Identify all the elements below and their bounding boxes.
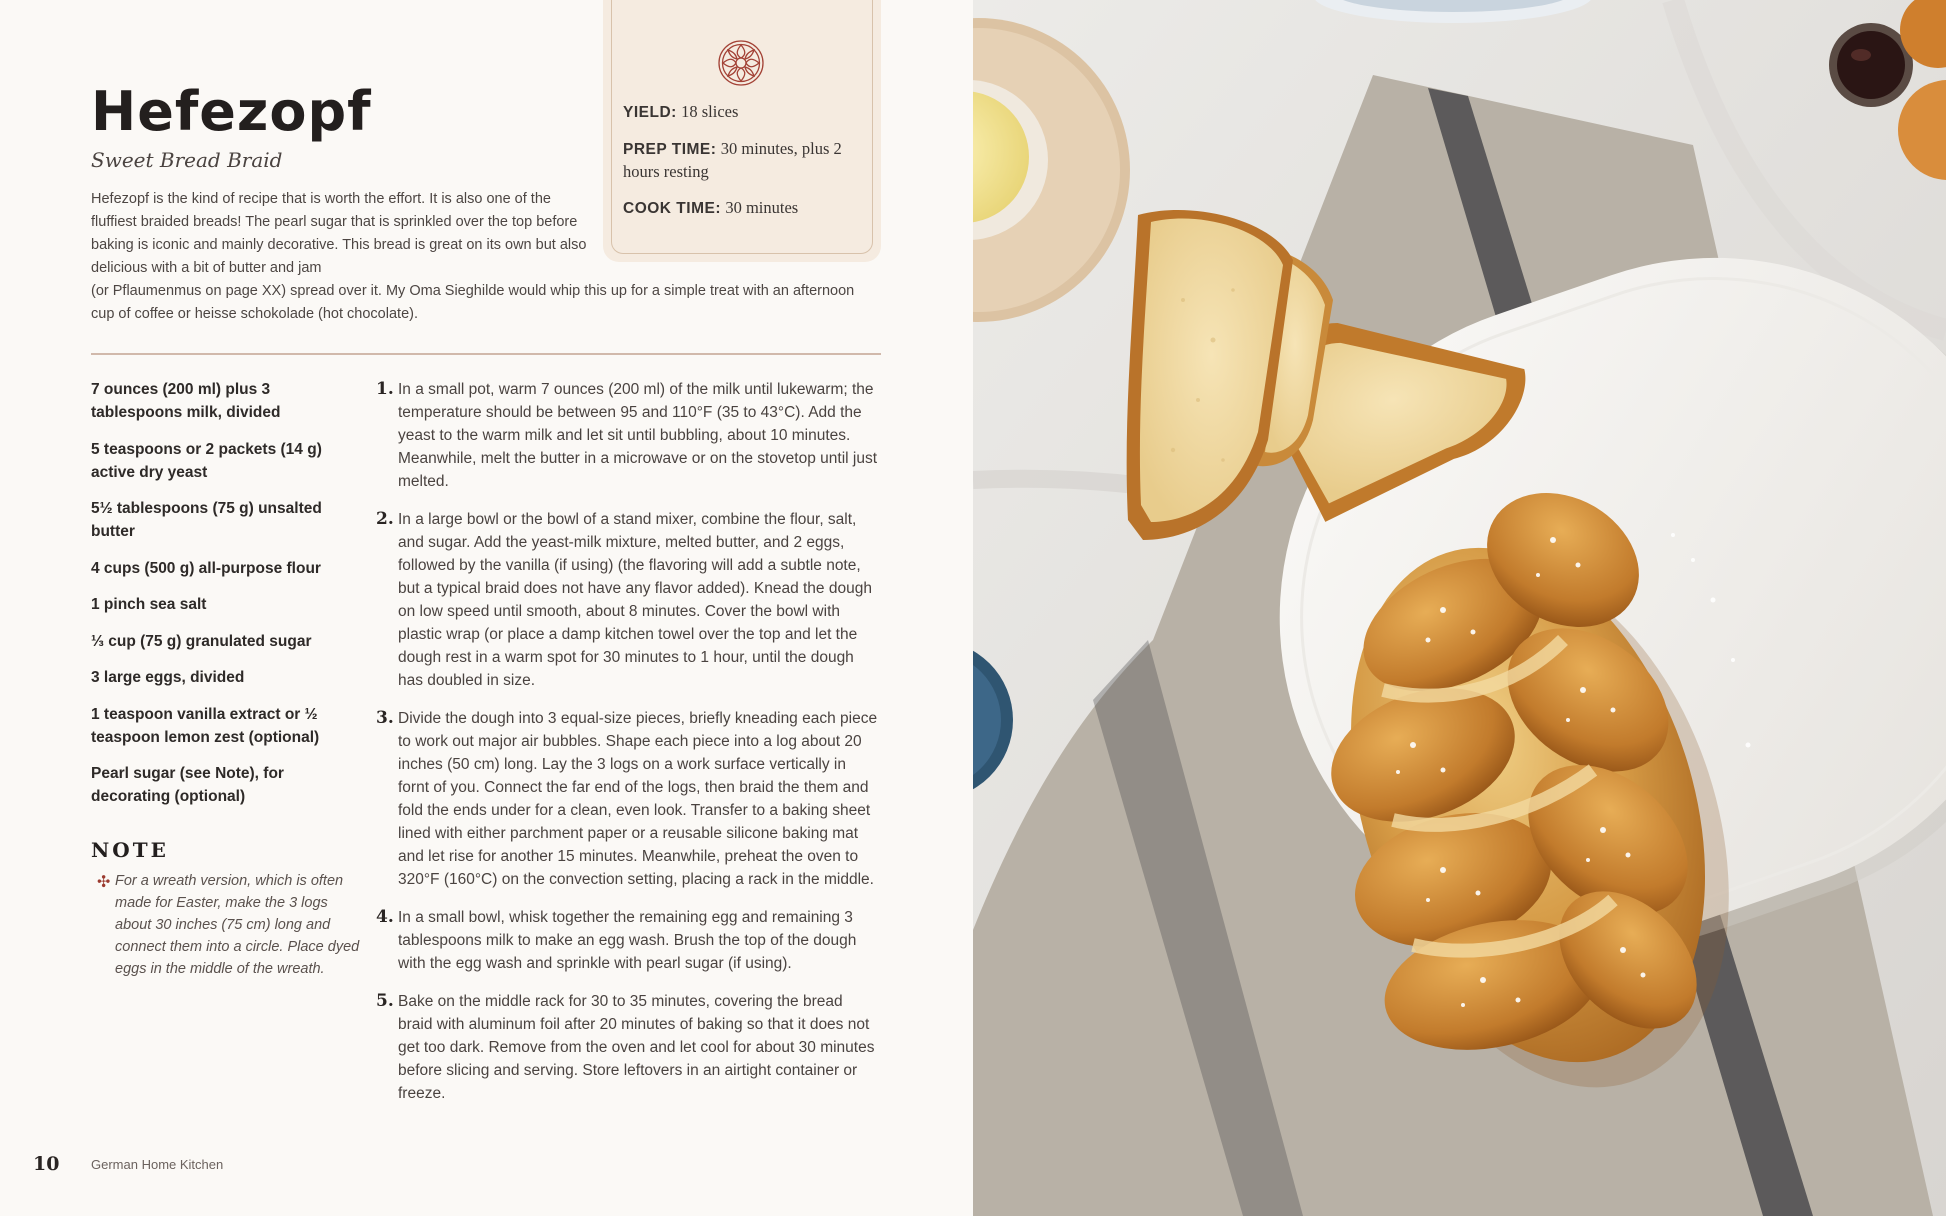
step-item: [376, 990, 881, 1105]
ingredient-item: 3 large eggs, divided: [91, 669, 245, 686]
yield-value: 18 slices: [681, 102, 739, 121]
ingredient-item: 7 ounces (200 ml) plus 3 tablespoons milk, divided: [91, 381, 281, 421]
ingredient-list: [91, 378, 351, 822]
ingredient-item: 5 teaspoons or 2 packets (14 g) active dry yeast: [91, 440, 322, 481]
ingredient-item: Pearl sugar (see Note), for decorating (optional): [91, 765, 284, 805]
running-head: German Home Kitchen: [91, 1157, 224, 1172]
step-text: Bake on the middle rack for 30 to 35 minutes, covering the bread braid with aluminum foil after 20 minutes of baking so that it does not get too dark. Remove from the oven and let cool for about 30 minutes before slicing and serving. Store leftovers in an airtight container or freeze.: [398, 993, 875, 1102]
ingredient-item: ⅓ cup (75 g) granulated sugar: [91, 632, 312, 650]
step-text: Divide the dough into 3 equal-size pieces, briefly kneading each piece to work out major air bubbles. Shape each piece into a log about 20 inches (50 cm) long. Lay the 3 logs on a work surface vertically in fornt of you. Connect the far end of the logs, then braid the them and fold the ends under for a clean, even look. Transfer to a baking sheet lined with either parchment paper or a reusable silicone baking mat and let rise for another 15 minutes. Meanwhile, preheat the oven to 320°F (160°C) on the convection setting, placing a rack in the middle.: [398, 710, 878, 888]
yield-label: YIELD:: [623, 104, 677, 121]
step-text: In a small pot, warm 7 ounces (200 ml) of the milk until lukewarm; the temperature should be between 95 and 110°F (35 to 43°C). Add the yeast to the warm milk and let sit until bubbling, about 10 minutes. Meanwhile, melt the butter in a microwave or on the stovetop until just melted.: [398, 381, 878, 490]
step-text: In a small bowl, whisk together the remaining egg and remaining 3 tablespoons milk to make an egg wash. Brush the top of the dough with the egg wash and sprinkle with pearl sugar (if using).: [398, 909, 857, 972]
recipe-info-card: [603, 0, 881, 262]
prep-time-row: [623, 138, 863, 184]
recipe-subtitle: Sweet Bread Braid: [91, 148, 283, 172]
intro-text-wrapped: Hefezopf is the kind of recipe that is worth the effort. It is also one of the fluffiest braided breads! The pearl sugar that is sprinkled over the top before baking is iconic and mainly decorative. This bread is great on its own but also delicious with a bit of butter and jam: [91, 191, 587, 276]
note-text: For a wreath version, which is often made for Easter, make the 3 logs about 30 inches (75 cm) long and connect them into a circle. Place dyed eggs in the middle of the wreath.: [115, 873, 360, 977]
fleuron-icon: ✣: [97, 874, 111, 891]
recipe-title: Hefezopf: [91, 80, 372, 143]
page-number: 10: [33, 1153, 60, 1175]
ingredient-item: 4 cups (500 g) all-purpose flour: [91, 559, 321, 577]
yield-row: [623, 101, 863, 124]
step-number: 5.: [376, 991, 394, 1011]
step-item: [376, 707, 881, 891]
step-number: 3.: [376, 708, 394, 728]
braided-bread-photo: [973, 0, 1946, 1216]
step-text: In a large bowl or the bowl of a stand mixer, combine the flour, salt, and sugar. Add the yeast-milk mixture, melted butter, and 2 eggs, followed by the vanilla (if using) (the flavoring will add a subtle note, but a typical braid does not have any flavor added). Knead the dough on low speed until smooth, about 8 minutes. Cover the bowl with plastic wrap (or place a damp kitchen towel over the top and let the dough rest in a warm spot for 30 minutes to 1 hour, until the dough has doubled in size.: [398, 511, 872, 689]
step-item: [376, 378, 881, 493]
cook-time-value: 30 minutes: [725, 198, 799, 217]
photo-illustration: [973, 0, 1946, 1216]
step-item: [376, 508, 881, 692]
prep-time-label: PREP TIME:: [623, 141, 717, 158]
step-number: 2.: [376, 509, 394, 529]
ornament-icon: [716, 38, 766, 88]
prep-time-value: 30 minutes, plus 2 hours resting: [623, 139, 842, 181]
note-heading: NOTE: [91, 838, 169, 862]
intro-text-full: (or Pflaumenmus on page XX) spread over it. My Oma Sieghilde would whip this up for a simple treat with an afternoon cup of coffee or heisse schokolade (hot chocolate).: [91, 283, 855, 322]
step-number: 4.: [376, 907, 394, 927]
ingredient-item: 1 teaspoon vanilla extract or ½ teaspoon lemon zest (optional): [91, 705, 320, 746]
step-number: 1.: [376, 379, 394, 399]
step-item: [376, 906, 881, 975]
cook-time-row: [623, 197, 863, 220]
method-steps: [376, 378, 881, 1120]
cook-time-label: COOK TIME:: [623, 200, 721, 217]
ingredient-item: 1 pinch sea salt: [91, 596, 207, 613]
ingredient-item: 5½ tablespoons (75 g) unsalted butter: [91, 500, 322, 540]
section-divider: [91, 353, 881, 355]
